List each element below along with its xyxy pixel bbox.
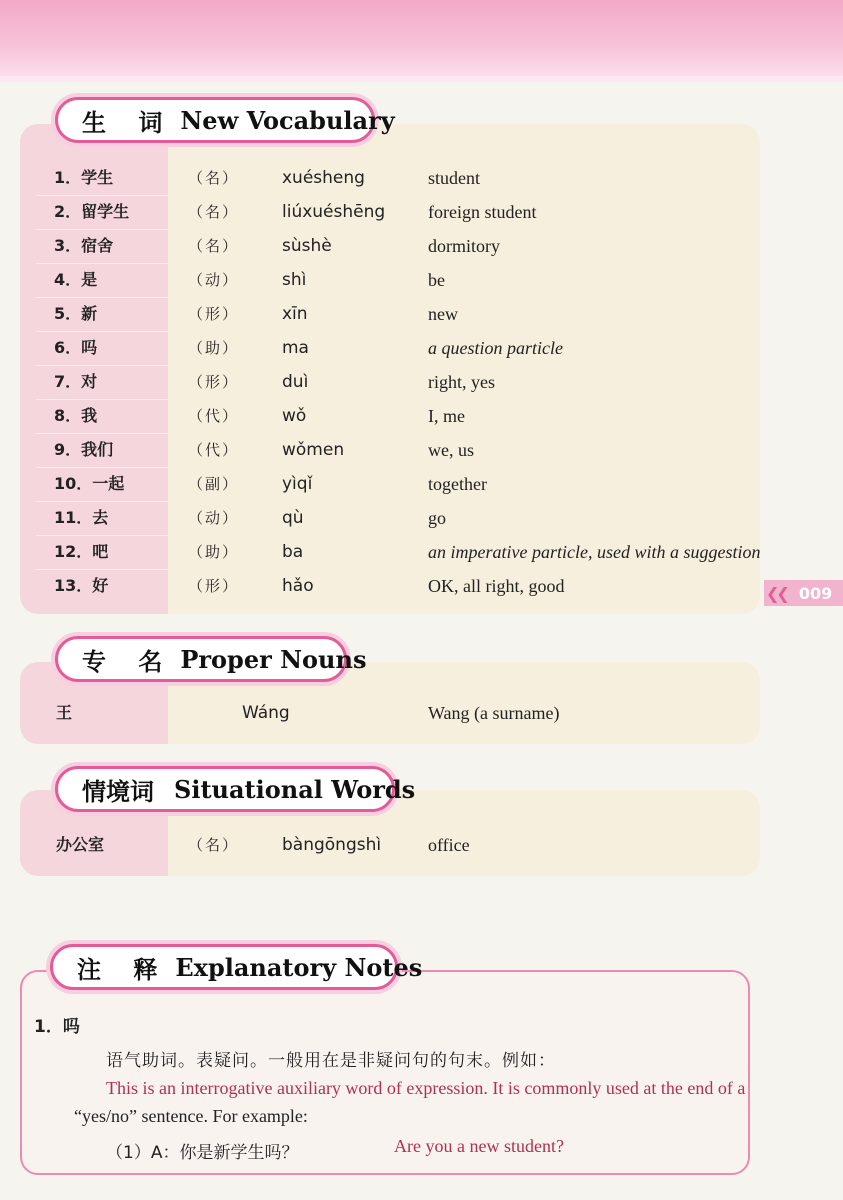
vocab-english: dormitory <box>428 236 500 256</box>
page-number: 009 <box>798 583 833 603</box>
vocabulary-panel <box>20 124 760 614</box>
row-divider <box>36 297 168 298</box>
situational-english: office <box>428 835 470 855</box>
row-divider <box>36 399 168 400</box>
section-title-en: Situational Words <box>174 774 416 804</box>
proper-noun-english: Wang (a surname) <box>428 703 560 723</box>
vocab-pinyin: xīn <box>282 304 308 324</box>
situational-word-row <box>20 828 760 862</box>
vocab-pos: （名） <box>188 237 240 255</box>
vocab-pos: （代） <box>188 441 240 459</box>
row-divider <box>36 195 168 196</box>
vocab-row <box>20 569 760 603</box>
vocab-pinyin: shì <box>282 270 307 290</box>
proper-noun-row <box>20 696 760 730</box>
row-divider <box>36 433 168 434</box>
vocab-pos: （形） <box>188 577 240 595</box>
vocab-pos: （助） <box>188 543 240 561</box>
row-divider <box>36 467 168 468</box>
vocab-english: new <box>428 304 458 324</box>
vocabulary-section-title <box>55 97 395 143</box>
proper-noun-pinyin: Wáng <box>242 703 290 723</box>
vocab-pinyin: sùshè <box>282 236 332 256</box>
vocab-row <box>20 161 760 195</box>
vocab-pinyin: yìqǐ <box>282 474 313 494</box>
vocab-word: 7．对 <box>54 372 98 391</box>
row-divider <box>36 501 168 502</box>
vocab-word: 4．是 <box>54 270 98 289</box>
vocab-pinyin: wǒmen <box>282 440 345 460</box>
situational-section-title <box>55 766 416 812</box>
vocab-row <box>20 467 760 501</box>
vocab-pinyin: xuésheng <box>282 168 365 188</box>
vocab-english: be <box>428 270 445 290</box>
vocab-word: 2．留学生 <box>54 202 130 221</box>
vocab-pos: （名） <box>188 169 240 187</box>
vocab-row <box>20 263 760 297</box>
situational-pos: （名） <box>188 836 240 854</box>
vocab-pos: （动） <box>188 509 240 527</box>
notes-section-title <box>50 944 423 990</box>
vocab-row <box>20 535 760 569</box>
vocab-english: go <box>428 508 446 528</box>
vocab-row <box>20 501 760 535</box>
section-title-cn: 注 释 <box>77 955 170 984</box>
vocab-pinyin: hǎo <box>282 576 314 596</box>
row-divider <box>36 229 168 230</box>
header-band <box>0 0 843 82</box>
note-english-part1: This is an interrogative auxiliary word of expression. It is commonly used at the end of a <box>106 1078 746 1098</box>
note-chinese-text: 语气助词。表疑问。一般用在是非疑问句的句末。例如： <box>106 1051 556 1071</box>
note-english-part2: sentence. For example: <box>136 1106 308 1126</box>
vocab-pinyin: ma <box>282 338 309 358</box>
vocab-pos: （形） <box>188 373 240 391</box>
vocab-word: 5．新 <box>54 304 98 323</box>
vocab-english: together <box>428 474 487 494</box>
vocab-word: 8．我 <box>54 406 98 425</box>
note-example-english: Are you a new student? <box>394 1136 564 1156</box>
vocab-word: 6．吗 <box>54 338 98 357</box>
vocab-word: 13．好 <box>54 576 109 595</box>
row-divider <box>36 569 168 570</box>
vocab-english: foreign student <box>428 202 537 222</box>
note-heading: 1．吗 <box>34 1017 80 1037</box>
vocab-english: student <box>428 168 480 188</box>
vocab-pos: （副） <box>188 475 240 493</box>
vocab-row <box>20 331 760 365</box>
vocab-pos: （代） <box>188 407 240 425</box>
vocab-word: 10．一起 <box>54 474 125 493</box>
vocab-pinyin: duì <box>282 372 309 392</box>
vocab-row <box>20 433 760 467</box>
vocab-english: I, me <box>428 406 465 426</box>
row-divider <box>36 535 168 536</box>
vocab-pos: （名） <box>188 203 240 221</box>
section-title-en: Proper Nouns <box>180 644 367 674</box>
vocab-english: a question particle <box>428 338 563 358</box>
vocab-row <box>20 229 760 263</box>
vocab-pinyin: wǒ <box>282 406 307 426</box>
row-divider <box>36 263 168 264</box>
vocab-english: an imperative particle, used with a suggestion <box>428 542 760 562</box>
vocab-word: 11．去 <box>54 508 109 527</box>
note-english-text <box>74 1074 750 1130</box>
vocab-word: 12．吧 <box>54 542 109 561</box>
vocab-pinyin: qù <box>282 508 304 528</box>
section-title-cn: 专 名 <box>82 647 175 676</box>
page-number-tab <box>764 580 843 606</box>
vocab-pos: （动） <box>188 271 240 289</box>
vocab-row <box>20 195 760 229</box>
vocab-row <box>20 365 760 399</box>
proper-noun-word: 王 <box>56 703 73 722</box>
proper-nouns-section-title <box>55 636 367 682</box>
note-example-chinese: （1）A：你是新学生吗？ <box>106 1143 299 1163</box>
situational-word: 办公室 <box>56 835 105 854</box>
vocab-row <box>20 399 760 433</box>
row-divider <box>36 365 168 366</box>
vocab-english: we, us <box>428 440 474 460</box>
vocab-pinyin: ba <box>282 542 304 562</box>
situational-pinyin: bàngōngshì <box>282 835 382 855</box>
vocab-pos: （助） <box>188 339 240 357</box>
section-title-cn: 情境词 <box>82 777 154 806</box>
vocab-word: 1．学生 <box>54 168 114 187</box>
section-title-en: Explanatory Notes <box>175 952 423 982</box>
vocab-pos: （形） <box>188 305 240 323</box>
double-chevron-left-icon: ❮❮ <box>766 583 787 603</box>
section-title-cn: 生 词 <box>82 108 175 137</box>
vocab-row <box>20 297 760 331</box>
section-title-en: New Vocabulary <box>180 105 395 135</box>
row-divider <box>36 331 168 332</box>
vocab-word: 3．宿舍 <box>54 236 114 255</box>
note-english-quote: “yes/no” <box>74 1106 137 1126</box>
vocab-english: OK, all right, good <box>428 576 565 596</box>
vocab-pinyin: liúxuéshēng <box>282 202 386 222</box>
vocab-word: 9．我们 <box>54 440 114 459</box>
vocab-english: right, yes <box>428 372 495 392</box>
